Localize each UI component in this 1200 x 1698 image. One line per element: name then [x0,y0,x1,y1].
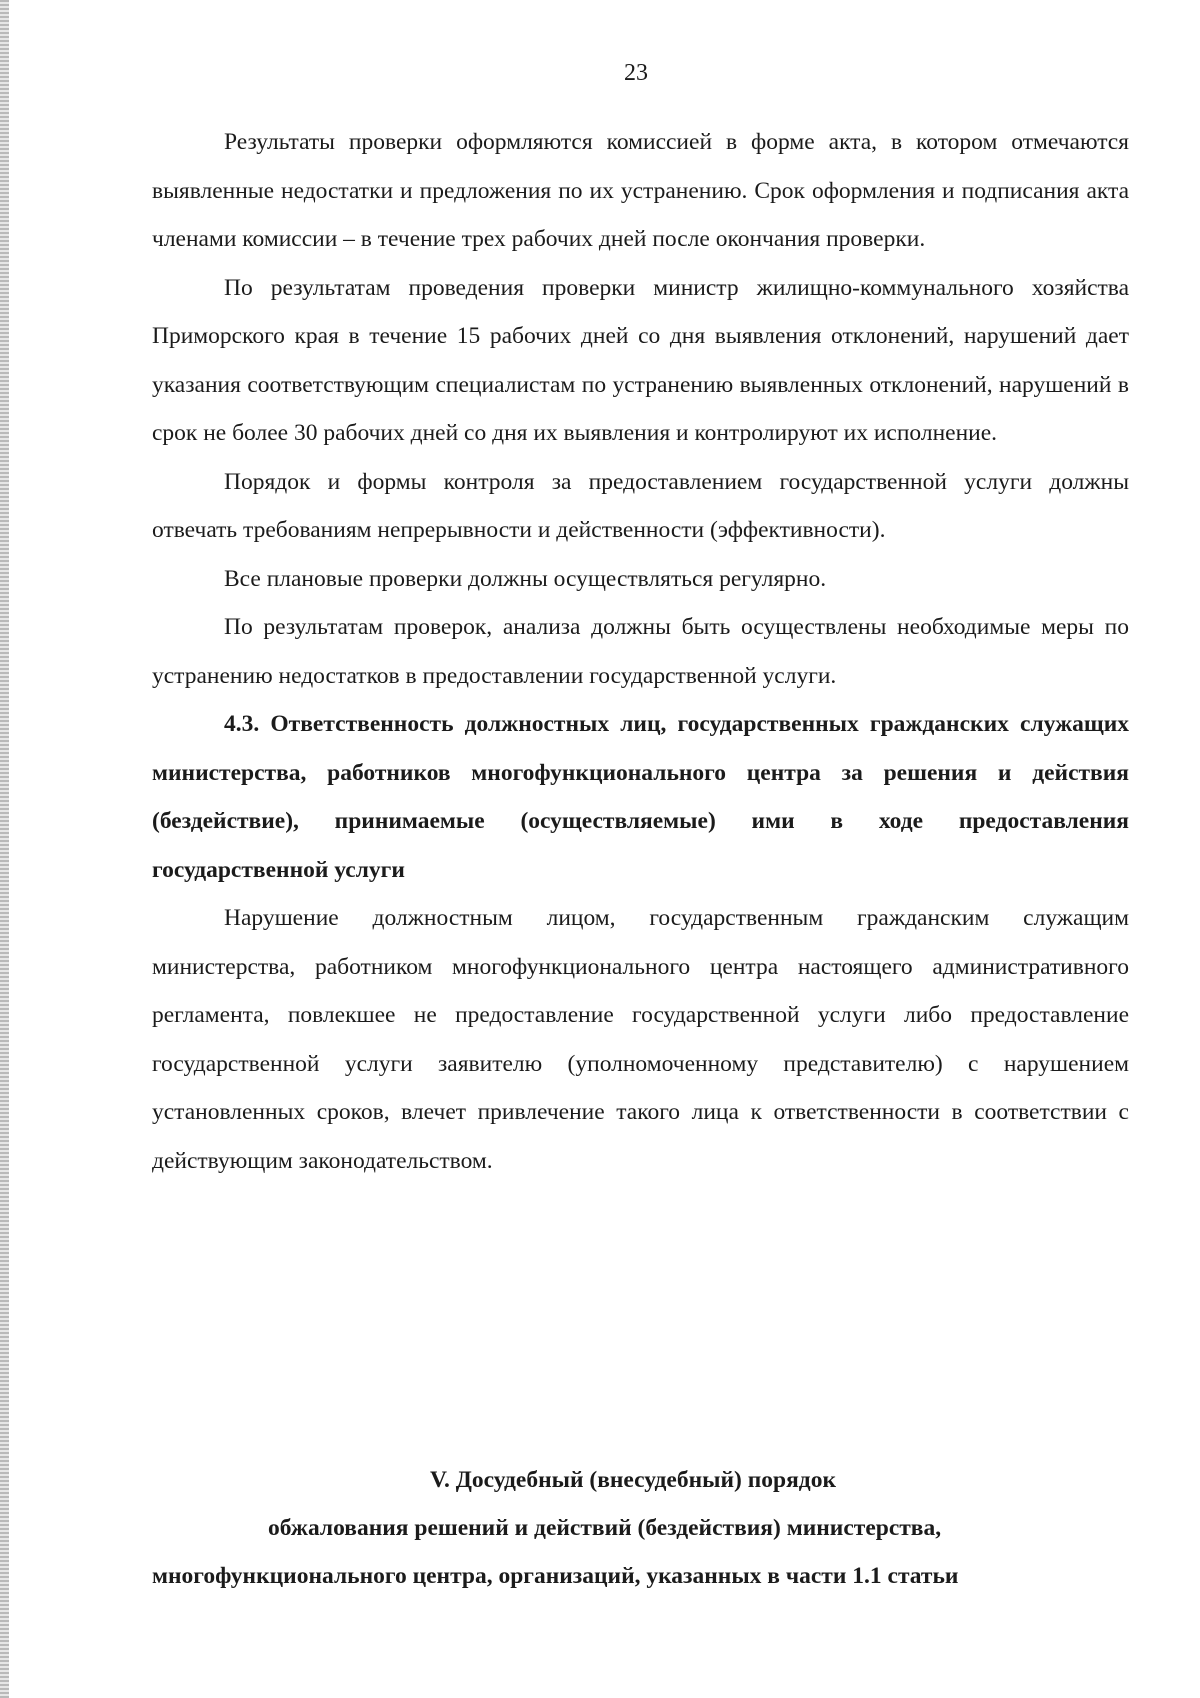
section-title-line: многофункционального центра, организаций, указанных в части 1.1 статьи [152,1563,959,1589]
paragraph: По результатам проверок, анализа должны быть осуществлены необходимые меры по устранению недостатков в предоставлении государственной услуги. [152,614,1129,689]
subsection-body: Нарушение должностным лицом, государственным гражданским служащим министерства, работником многофункционального центра настоящего административного регламента, повлекшее не предоставление государственной услуги либо предоставление государственной услуги заявителю (уполномоченному представителю) с нарушением установленных сроков, влечет привлечение такого лица к ответственности в соответствии с действующим законодательством. [152,905,1129,1174]
page-number: 23 [624,60,648,86]
section-title [152,1456,1129,1600]
paragraph: По результатам проведения проверки министр жилищно-коммунального хозяйства Приморского края в течение 15 рабочих дней со дня выявления отклонений, нарушений дает указания соответствующим специалистам по устранению выявленных отклонений, нарушений в срок не более 30 рабочих дней со дня их выявления и контролируют их исполнение. [152,274,1129,446]
section-title-line: обжалования решений и действий (бездействия) министерства, [268,1515,942,1541]
paragraph: Все плановые проверки должны осуществляться регулярно. [224,565,827,592]
paragraph: Результаты проверки оформляются комиссией в форме акта, в котором отмечаются выявленные недостатки и предложения по их устранению. Срок оформления и подписания акта членами комиссии – в течение трех рабочих дней после окончания проверки. [152,129,1129,252]
paragraph: Порядок и формы контроля за предоставлением государственной услуги должны отвечать требованиям непрерывности и действенности (эффективности). [152,468,1129,543]
section-title-line: V. Досудебный (внесудебный) порядок [430,1467,836,1493]
subsection-heading: 4.3. Ответственность должностных лиц, государственных гражданских служащих министерства, работников многофункционального центра за решения и действия (бездействие), принимаемые (осуществляемые) ими в ходе предоставления государственной услуги [152,711,1129,883]
document-body [152,118,1129,1185]
scan-edge [0,0,9,1698]
